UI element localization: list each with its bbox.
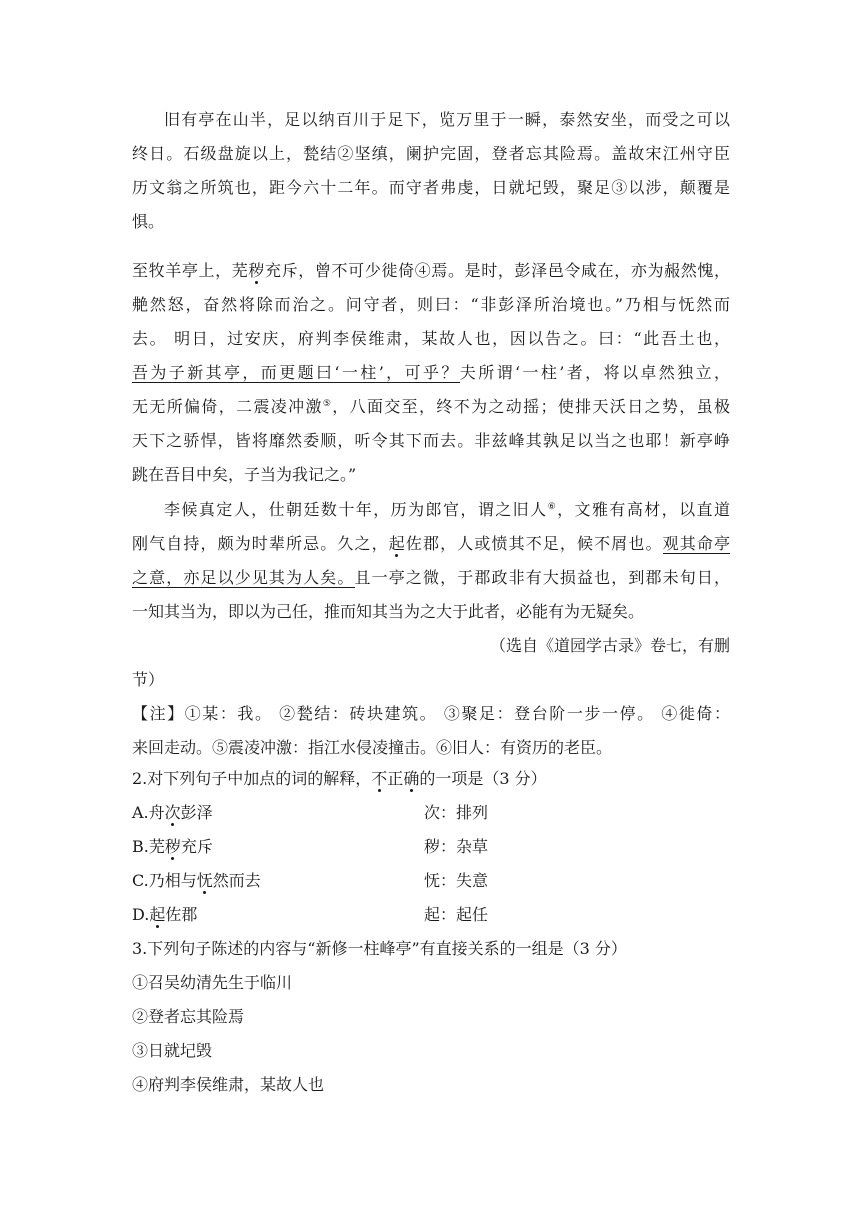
text-run: 夫所谓‘一柱’者，将以卓然独立， xyxy=(459,363,730,382)
text-line: 历文翁之所筑也，距今六十二年。而守者弗虔，日就圮毁，聚足③以涉，颠覆是 xyxy=(132,178,730,197)
text-run: 刚气自持，颇为时辈所忌。久之， xyxy=(132,534,389,553)
text-run: ，文雅有高材，以直道 xyxy=(557,500,730,519)
option-explanation: 次：排列 xyxy=(424,803,489,822)
text-run: 至牧羊亭上，芜 xyxy=(132,261,249,280)
paragraph-1 xyxy=(132,103,730,239)
text-run: A.舟 xyxy=(132,803,165,822)
option-explanation: 秽：杂草 xyxy=(424,837,489,856)
text-run: 正 xyxy=(387,769,404,788)
text-run: 且一亭之微，于郡政非有大损益也，到郡未旬日， xyxy=(354,568,730,587)
option-text xyxy=(132,830,213,864)
text-line xyxy=(132,561,730,595)
dotted-word: 秽 xyxy=(248,254,264,288)
dotted-word: 次 xyxy=(165,796,181,830)
text-line: 节） xyxy=(132,670,165,689)
annotation-notes xyxy=(132,697,730,765)
option-text xyxy=(132,864,261,898)
text-run: 佐郡，人或愤其不足，候不屑也。 xyxy=(404,534,663,553)
question-3 xyxy=(132,932,730,1102)
option-explanation: 怃：失意 xyxy=(424,871,489,890)
option-row xyxy=(132,796,730,830)
dotted-word: 秽 xyxy=(165,830,181,864)
text-line xyxy=(132,493,730,527)
text-line: （选自《道园学古录》卷七，有删 xyxy=(489,636,730,655)
source-citation xyxy=(132,629,730,697)
text-run: D. xyxy=(132,905,150,924)
text-line: 旧有亭在山半，足以纳百川于足下，览万里于一瞬，泰然安坐，而受之可以 xyxy=(164,110,730,129)
question-2 xyxy=(132,762,730,932)
text-run: 彭泽 xyxy=(180,803,213,822)
list-item: ③日就圮毁 xyxy=(132,1041,213,1060)
text-line xyxy=(132,254,730,288)
text-line xyxy=(132,527,730,561)
text-run: ，八面交至，终不为之动摇；使排天沃日之势，虽极 xyxy=(332,397,730,416)
dotted-word: 起 xyxy=(389,527,405,561)
list-item: ④府判李侯维肃，某故人也 xyxy=(132,1075,325,1094)
paragraph-3 xyxy=(132,493,730,629)
text-line xyxy=(132,390,730,424)
text-line: 终日。石级盘旋以上，甃结②坚缜，阑护完固，登者忘其险焉。盖故宋江州守臣 xyxy=(132,144,730,163)
text-run: 无无所偏倚，二震凌冲激 xyxy=(132,397,323,416)
option-text xyxy=(132,796,213,830)
text-run: 充斥，曾不可少徙倚④焉。是时，彭泽邑令咸在，亦为赧然愧， xyxy=(264,261,730,280)
text-line xyxy=(132,356,730,390)
option-row xyxy=(132,830,730,864)
text-line: 去。 明日，过安庆，府判李侯维肃，某故人也，因以告之。曰：“此吾土也， xyxy=(132,329,730,348)
text-run: 然而去 xyxy=(212,871,261,890)
list-item: ①召吴幼清先生于临川 xyxy=(132,973,293,992)
underlined-sentence: 吾为子新其亭，而更题曰‘一柱’，可乎？ xyxy=(132,363,460,382)
text-run: 的一项是（3 分） xyxy=(419,769,547,788)
footnote-marker: ⑤ xyxy=(322,399,333,409)
text-line: 【注】①某：我。 ②甃结：砖块建筑。 ③聚足：登台阶一步一停。 ④徙倚： xyxy=(132,704,730,723)
text-run: 佐郡 xyxy=(165,905,198,924)
underlined-sentence: 观其命亭 xyxy=(662,534,730,553)
text-run: 充斥 xyxy=(180,837,213,856)
question-stem xyxy=(132,762,730,796)
underlined-sentence: 之意，亦足以少见其为人矣。 xyxy=(132,568,355,587)
text-run: C.乃相与 xyxy=(132,871,197,890)
text-line: 惧。 xyxy=(132,212,165,231)
dotted-word: 起 xyxy=(149,898,165,932)
option-row xyxy=(132,864,730,898)
text-run: 2.对下列句子中加点的词的解释， xyxy=(132,769,372,788)
question-stem: 3.下列句子陈述的内容与“新修一柱峰亭”有直接关系的一组是（3 分） xyxy=(132,939,627,958)
paragraph-2 xyxy=(132,254,730,492)
footnote-marker: ⑥ xyxy=(547,502,558,512)
dotted-word: 确 xyxy=(403,762,419,796)
text-line: 天下之骄悍，皆将靡然委顺，听令其下而去。非兹峰其孰足以当之也耶！新亭峥 xyxy=(132,431,730,450)
text-line: 艴然怒，奋然将除而治之。问守者，则曰：“非彭泽所治境也。”乃相与怃然而 xyxy=(132,295,730,314)
option-explanation: 起：起任 xyxy=(424,905,489,924)
dotted-word: 不 xyxy=(371,762,387,796)
text-line: 跳在吾目中矣，子当为我记之。” xyxy=(132,465,357,484)
text-line: 来回走动。⑤震凌冲激：指江水侵凌撞击。⑥旧人：有资历的老臣。 xyxy=(132,738,613,757)
text-run: B.芜 xyxy=(132,837,165,856)
text-run: 李候真定人，仕朝廷数十年，历为郎官，谓之旧人 xyxy=(164,500,548,519)
option-row xyxy=(132,898,730,932)
dotted-word: 怃 xyxy=(197,864,213,898)
list-item: ②登者忘其险焉 xyxy=(132,1007,245,1026)
option-text xyxy=(132,898,197,932)
text-line: 一知其当为，即以为己任，推而知其当为之大于此者，必能有为无疑矣。 xyxy=(132,602,645,621)
